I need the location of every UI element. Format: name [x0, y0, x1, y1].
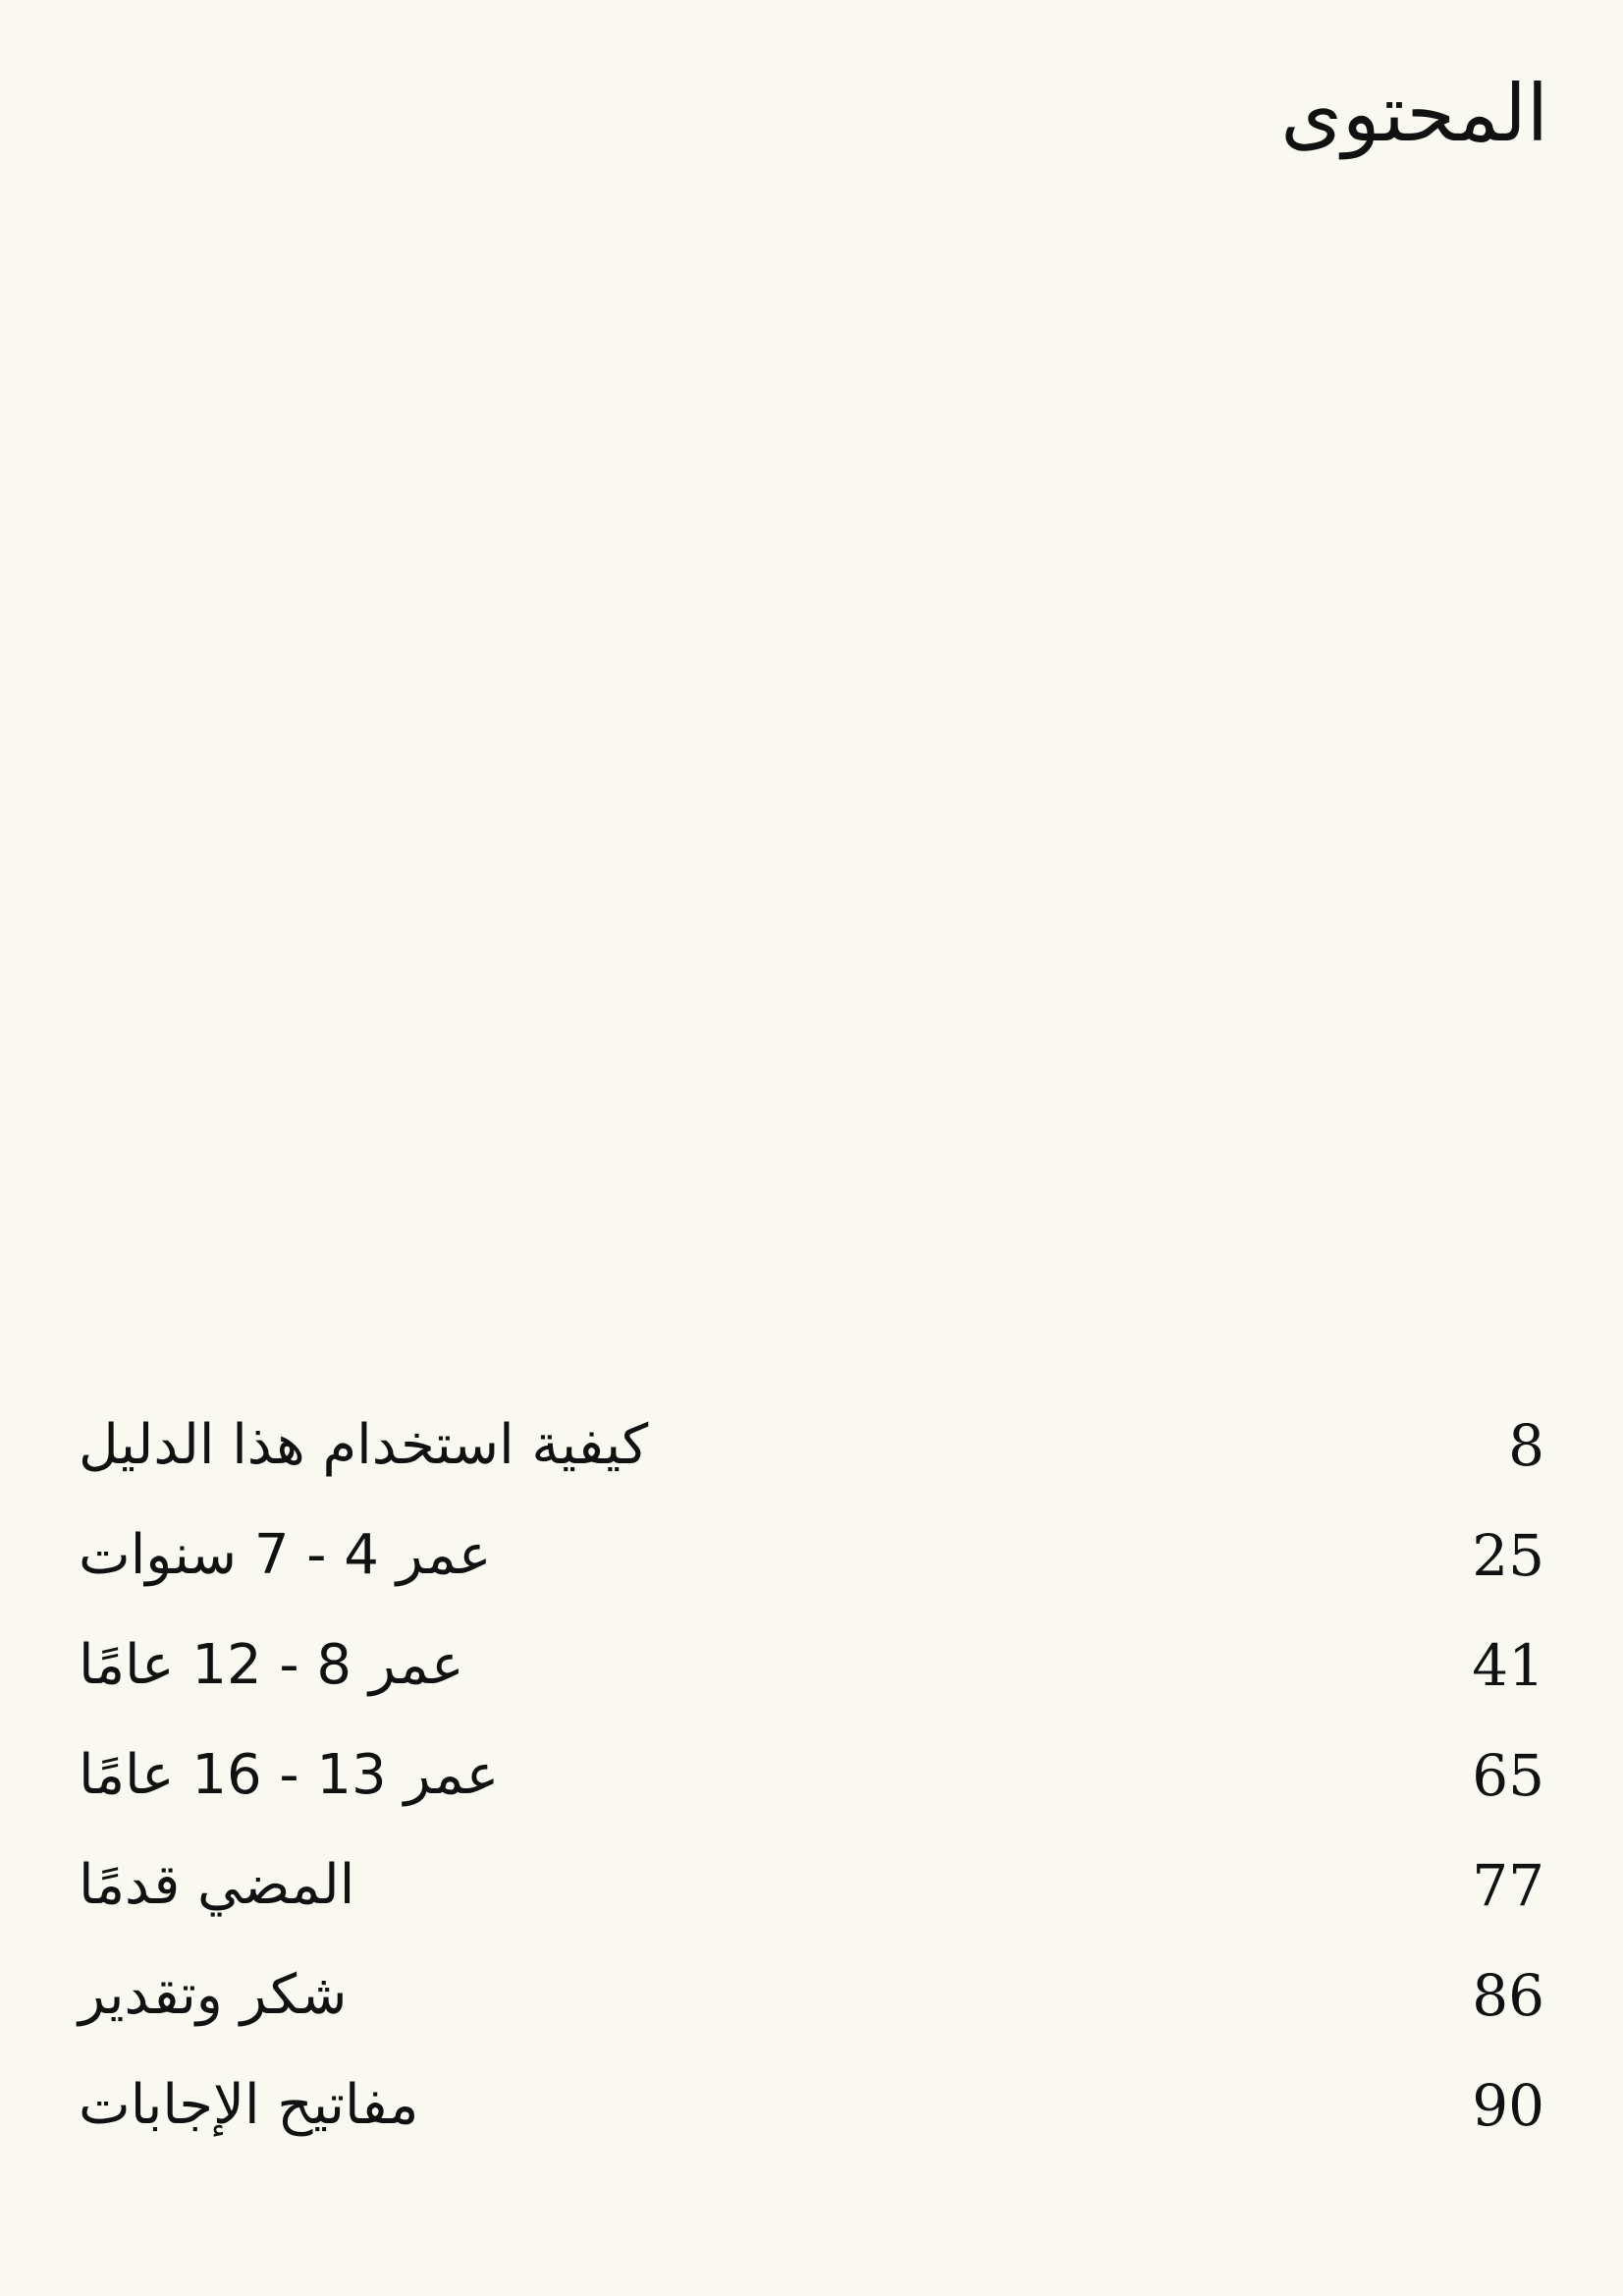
toc-entry-label: مفاتيح الإجابات: [79, 2073, 419, 2137]
toc-entry-label: عمر 8 - 12 عامًا: [79, 1633, 464, 1697]
toc-entry-acknowledgements[interactable]: [79, 1946, 1544, 2056]
toc-entry-page-number: 77: [1472, 1852, 1544, 1919]
toc-entry-page-number: 8: [1508, 1412, 1544, 1479]
toc-entry-page-number: 41: [1472, 1632, 1544, 1699]
toc-entry-page-number: 65: [1472, 1742, 1544, 1809]
toc-entry-label: شكر وتقدير: [79, 1963, 348, 2027]
toc-entry-age-4-7[interactable]: [79, 1506, 1544, 1616]
toc-entry-label: عمر 4 - 7 سنوات: [79, 1523, 492, 1587]
toc-entry-label: المضي قدمًا: [79, 1853, 355, 1917]
toc-entry-page-number: 86: [1472, 1962, 1544, 2029]
toc-entry-age-13-16[interactable]: [79, 1726, 1544, 1836]
page-title: المحتوى: [1280, 68, 1548, 159]
toc-entry-page-number: 90: [1472, 2072, 1544, 2139]
toc-entry-label: كيفية استخدام هذا الدليل: [79, 1413, 649, 1477]
toc-entry-moving-forward[interactable]: [79, 1836, 1544, 1946]
toc-entry-answer-keys[interactable]: [79, 2056, 1544, 2166]
toc-entry-how-to-use[interactable]: [79, 1396, 1544, 1506]
toc-entry-age-8-12[interactable]: [79, 1616, 1544, 1726]
toc-entry-label: عمر 13 - 16 عامًا: [79, 1743, 500, 1807]
table-of-contents: [79, 1396, 1544, 2166]
toc-entry-page-number: 25: [1472, 1522, 1544, 1589]
